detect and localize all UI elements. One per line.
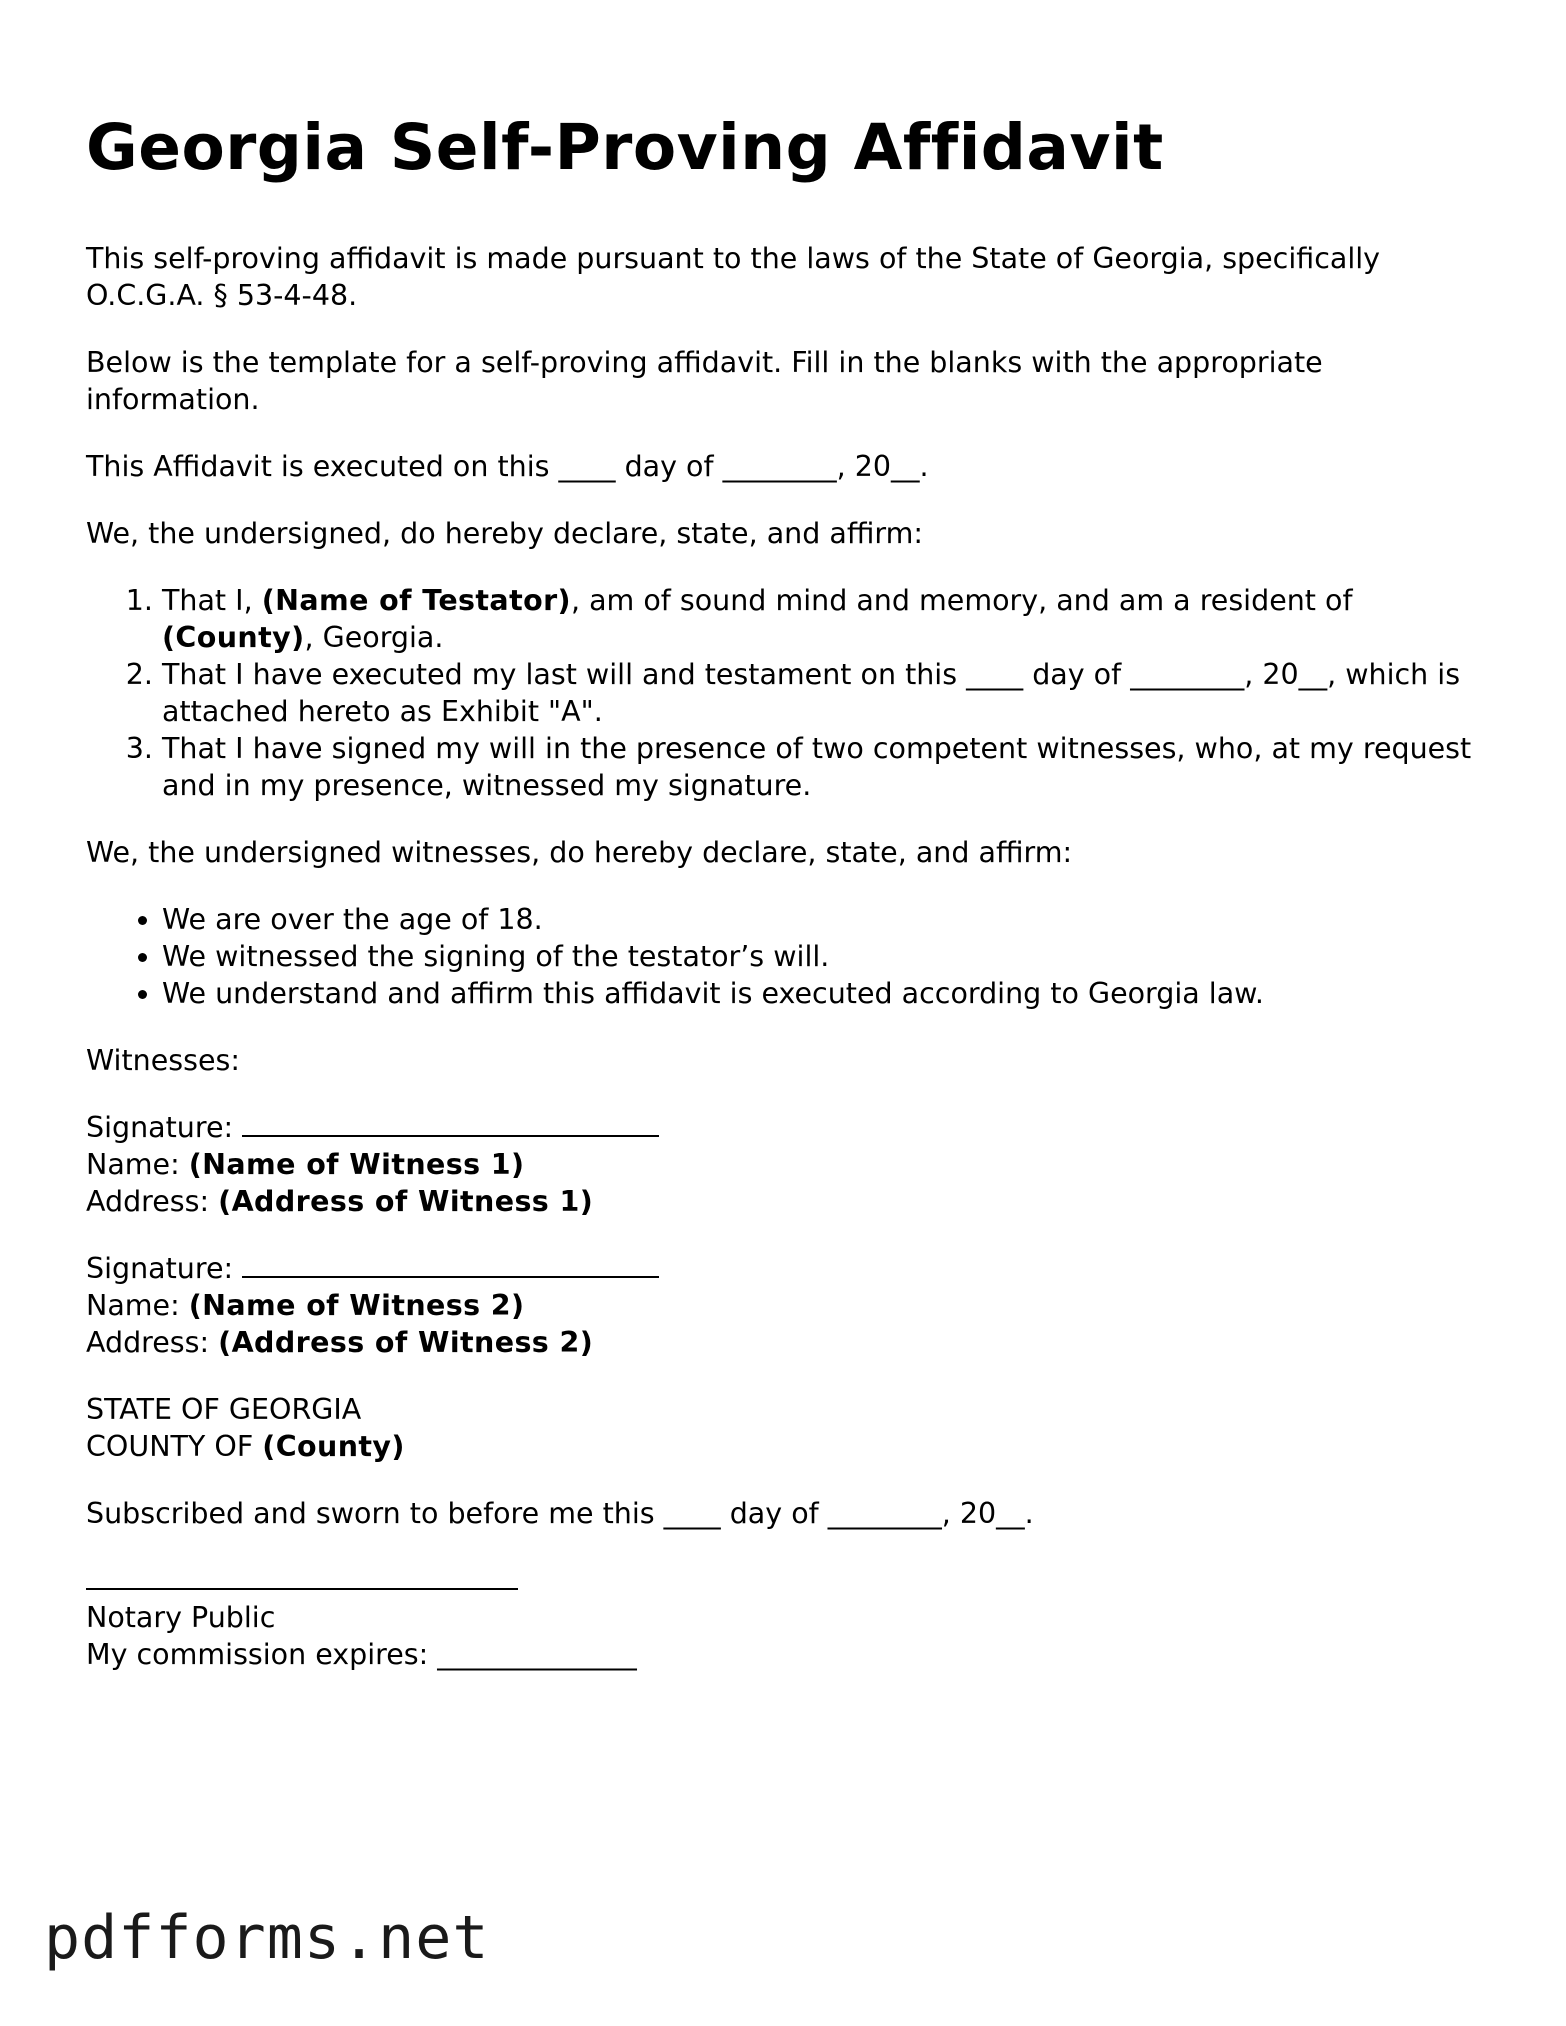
- testator-statement-item: 3. That I have signed my will in the presence of two competent witnesses, who, at my request and in my presence, witnessed my signature.: [162, 730, 1486, 804]
- testator-name-placeholder: (Name of Testator): [261, 584, 571, 617]
- statement-text: , am of sound mind and memory, and am a resident of: [570, 584, 1353, 617]
- witness-affirmation-item: • We understand and affirm this affidavit is executed according to Georgia law.: [162, 975, 1486, 1012]
- signature-line[interactable]: [242, 1250, 659, 1278]
- address-label: Address:: [86, 1185, 219, 1218]
- witness-name-placeholder: (Name of Witness 1): [188, 1148, 525, 1181]
- witness-declaration-paragraph: We, the undersigned witnesses, do hereby declare, state, and affirm:: [86, 836, 1073, 869]
- commission-expiry: My commission expires: ______________: [86, 1638, 637, 1671]
- name-row: [86, 1287, 1486, 1324]
- signature-label: Signature:: [86, 1252, 243, 1285]
- signature-row: [86, 1250, 1486, 1287]
- execution-date-paragraph: This Affidavit is executed on this ____ day of ________, 20__.: [86, 450, 929, 483]
- witness-affirmation-item: • We witnessed the signing of the testator’s will.: [162, 938, 1486, 975]
- notary-signature-line[interactable]: [86, 1562, 518, 1590]
- signature-row: [86, 1109, 1486, 1146]
- county-placeholder: (County): [162, 621, 305, 654]
- page-title: Georgia Self-Proving Affidavit: [86, 111, 1164, 184]
- intro-paragraph: This self-proving affidavit is made pursuant to the laws of the State of Georgia, specifically O.C.G.A. § 53-4-48.: [86, 242, 1381, 312]
- address-label: Address:: [86, 1326, 219, 1359]
- witness-2-block: [86, 1250, 1486, 1361]
- venue-block: [86, 1391, 1486, 1465]
- statement-text: That I,: [162, 584, 262, 617]
- county-placeholder: (County): [262, 1430, 405, 1463]
- address-row: [86, 1324, 1486, 1361]
- notary-title: Notary Public: [86, 1601, 276, 1634]
- testator-statement-item: 2. That I have executed my last will and testament on this ____ day of ________, 20__, which is attached hereto as Exhibit "A".: [162, 656, 1486, 730]
- witness-address-placeholder: (Address of Witness 2): [218, 1326, 594, 1359]
- declaration-paragraph: We, the undersigned, do hereby declare, state, and affirm:: [86, 517, 923, 550]
- testator-statement-item: [162, 582, 1486, 656]
- watermark-text: pdfforms.net: [44, 1903, 490, 1973]
- notary-block: [86, 1562, 1486, 1673]
- instructions-paragraph: Below is the template for a self-proving affidavit. Fill in the blanks with the appropriate information.: [86, 346, 1323, 416]
- witness-affirmation-item: • We are over the age of 18.: [162, 901, 1486, 938]
- witness-affirmations-list: [86, 901, 1486, 1012]
- name-row: [86, 1146, 1486, 1183]
- testator-statements-list: [86, 582, 1486, 804]
- witnesses-heading: Witnesses:: [86, 1044, 240, 1077]
- subscribed-paragraph: Subscribed and sworn to before me this ____ day of ________, 20__.: [86, 1497, 1034, 1530]
- state-line: STATE OF GEORGIA: [86, 1393, 362, 1426]
- name-label: Name:: [86, 1289, 189, 1322]
- address-row: [86, 1183, 1486, 1220]
- name-label: Name:: [86, 1148, 189, 1181]
- signature-line[interactable]: [242, 1109, 659, 1137]
- witness-address-placeholder: (Address of Witness 1): [218, 1185, 594, 1218]
- notary-signature-row: [86, 1562, 1486, 1599]
- county-line: [86, 1428, 1486, 1465]
- document-page: [86, 100, 1486, 1673]
- statement-text: , Georgia.: [304, 621, 444, 654]
- witness-name-placeholder: (Name of Witness 2): [188, 1289, 525, 1322]
- witness-1-block: [86, 1109, 1486, 1220]
- county-label: COUNTY OF: [86, 1430, 263, 1463]
- signature-label: Signature:: [86, 1111, 243, 1144]
